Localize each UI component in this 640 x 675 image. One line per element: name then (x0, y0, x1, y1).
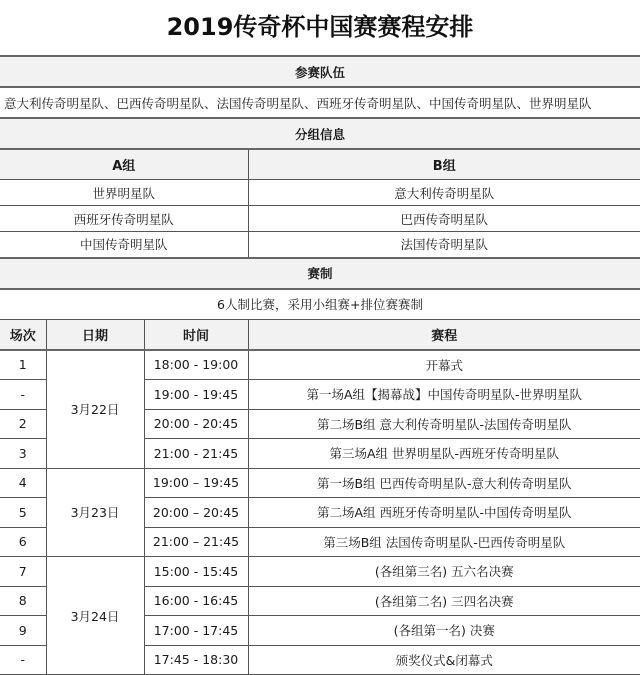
match-time: 19:00 – 19:45 (144, 468, 248, 498)
match-number: 5 (0, 498, 46, 528)
match-date: 3月22日 (46, 350, 144, 469)
match-time: 16:00 - 16:45 (144, 586, 248, 616)
match-event: 第一场B组 巴西传奇明星队-意大利传奇明星队 (248, 468, 640, 498)
match-event: (各组第二名) 三四名决赛 (248, 586, 640, 616)
match-event: 第二场B组 意大利传奇明星队-法国传奇明星队 (248, 409, 640, 439)
group-a-team: 中国传奇明星队 (0, 232, 248, 258)
group-row (0, 180, 640, 206)
match-number: 1 (0, 350, 46, 380)
match-date: 3月23日 (46, 468, 144, 557)
group-a-team: 西班牙传奇明星队 (0, 206, 248, 232)
match-number: 8 (0, 586, 46, 616)
group-b-header: B组 (248, 149, 640, 180)
match-number: 4 (0, 468, 46, 498)
match-event: 第三场B组 法国传奇明星队-巴西传奇明星队 (248, 527, 640, 557)
match-event: 第一场A组【揭幕战】中国传奇明星队-世界明星队 (248, 380, 640, 410)
match-event: 开幕式 (248, 350, 640, 380)
column-header-date: 日期 (46, 319, 144, 350)
group-a-team: 世界明星队 (0, 180, 248, 206)
match-time: 18:00 - 19:00 (144, 350, 248, 380)
schedule-row (0, 350, 640, 380)
match-event: 颁奖仪式&闭幕式 (248, 645, 640, 675)
group-b-team: 巴西传奇明星队 (248, 206, 640, 232)
match-number: 6 (0, 527, 46, 557)
column-header-event: 赛程 (248, 319, 640, 350)
match-time: 17:00 - 17:45 (144, 616, 248, 646)
column-header-time: 时间 (144, 319, 248, 350)
format-heading: 赛制 (0, 258, 640, 289)
page-title: 2019传奇杯中国赛赛程安排 (166, 13, 474, 41)
teams-list: 意大利传奇明星队、巴西传奇明星队、法国传奇明星队、西班牙传奇明星队、中国传奇明星队、世界明星队 (0, 87, 640, 118)
info-table (0, 55, 640, 675)
match-event: (各组第一名) 决赛 (248, 616, 640, 646)
column-header-no: 场次 (0, 319, 46, 350)
match-time: 17:45 - 18:30 (144, 645, 248, 675)
schedule-row (0, 468, 640, 498)
match-time: 21:00 - 21:45 (144, 439, 248, 469)
match-number: 2 (0, 409, 46, 439)
group-b-team: 法国传奇明星队 (248, 232, 640, 258)
match-number: 3 (0, 439, 46, 469)
group-a-header: A组 (0, 149, 248, 180)
format-description: 6人制比赛，采用小组赛+排位赛赛制 (0, 289, 640, 320)
groups-heading: 分组信息 (0, 118, 640, 149)
group-b-team: 意大利传奇明星队 (248, 180, 640, 206)
group-row (0, 232, 640, 258)
match-time: 21:00 – 21:45 (144, 527, 248, 557)
match-time: 20:00 - 20:45 (144, 409, 248, 439)
match-number: 9 (0, 616, 46, 646)
match-date: 3月24日 (46, 557, 144, 675)
group-row (0, 206, 640, 232)
match-time: 15:00 - 15:45 (144, 557, 248, 587)
match-time: 19:00 - 19:45 (144, 380, 248, 410)
match-event: 第三场A组 世界明星队-西班牙传奇明星队 (248, 439, 640, 469)
match-number: - (0, 380, 46, 410)
match-number: - (0, 645, 46, 675)
schedule-row (0, 557, 640, 587)
teams-heading: 参赛队伍 (0, 56, 640, 87)
match-time: 20:00 – 20:45 (144, 498, 248, 528)
match-number: 7 (0, 557, 46, 587)
match-event: 第二场A组 西班牙传奇明星队-中国传奇明星队 (248, 498, 640, 528)
match-event: (各组第三名) 五六名决赛 (248, 557, 640, 587)
